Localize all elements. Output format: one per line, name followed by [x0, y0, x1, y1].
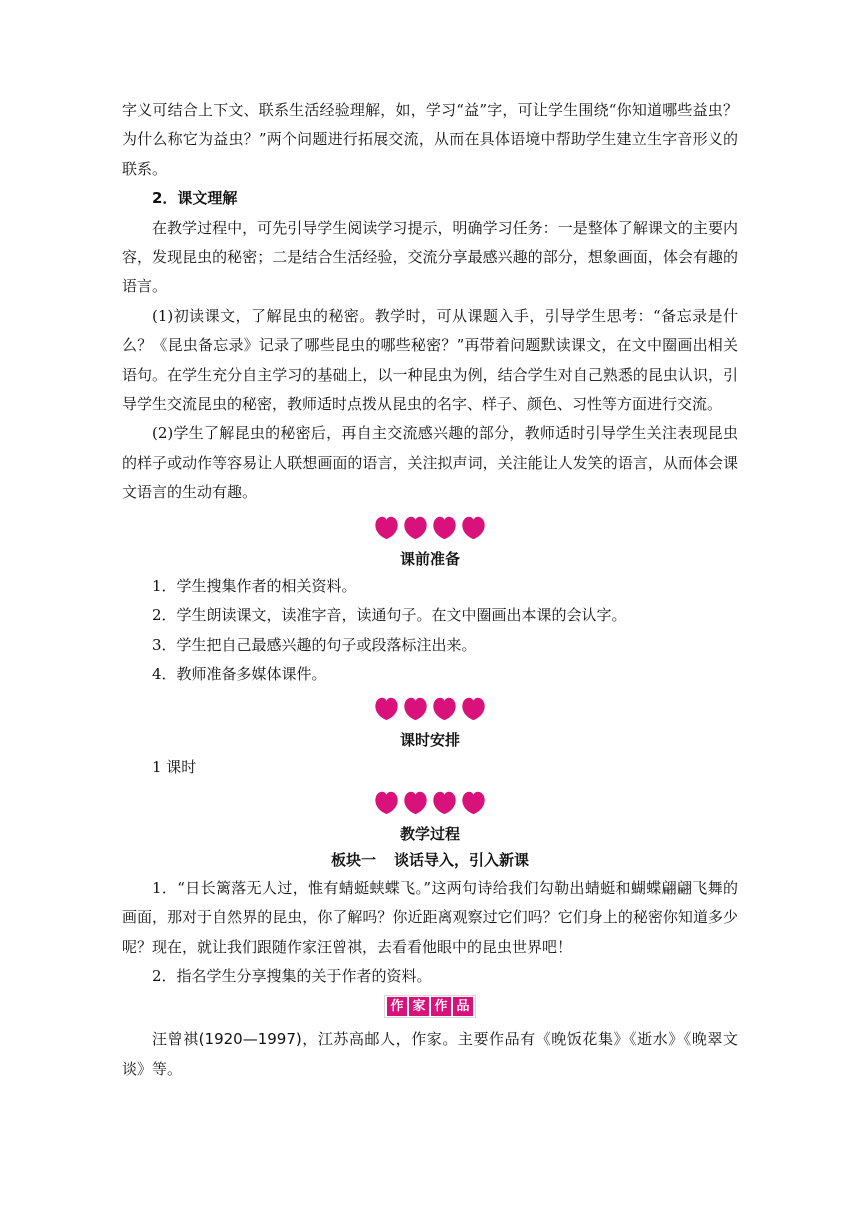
prep-item-4: 4．教师准备多媒体课件。: [152, 664, 327, 683]
section-2-title: 2．课文理解: [152, 189, 238, 208]
author-works-label: [384, 995, 476, 1018]
tag-char-1: 作: [387, 997, 407, 1016]
intro-paragraph: 字义可结合上下文、联系生活经验理解，如，学习“益”字，可让学生围绕“你知道哪些益虫？为什么称它为益虫？”两个问题进行拓展交流，从而在具体语境中帮助学生建立生字音形义的联系。: [122, 101, 738, 178]
prep-heading-block: [122, 514, 738, 572]
section-2-paragraph-2: (1)初读课文，了解昆虫的秘密。教学时，可从课题入手，引导学生思考：“备忘录是什么？《昆虫备忘录》记录了哪些昆虫的哪些秘密？”再带着问题默读课文，在文中圈画出相关语句。在学生充分自主学习的基础上，以一种昆虫为例，结合学生对自己熟悉的昆虫认识，引导学生交流昆虫的秘密，教师适时点拨从昆虫的名字、样子、颜色、习性等方面进行交流。: [122, 306, 738, 414]
process-heading: 教学过程: [399, 824, 460, 843]
prep-item-1: 1．学生搜集作者的相关资料。: [152, 576, 357, 595]
block-one-title: [122, 847, 738, 874]
prep-item-3: 3．学生把自己最感兴趣的句子或段落标注出来。: [152, 635, 477, 654]
process-heading-block: [122, 789, 738, 847]
process-item-1: 1．“日长篱落无人过，惟有蜻蜓蛱蝶飞。”这两句诗给我们勾勒出蜻蜓和蝴蝶翩翩飞舞的画面，那对于自然界的昆虫，你了解吗？你近距离观察过它们吗？它们身上的秘密你知道多少呢？现在，就让我们跟随作家汪曾祺，去看看他眼中的昆虫世界吧！: [122, 878, 738, 956]
author-works-tag: [122, 995, 738, 1019]
document-page: [122, 96, 738, 1084]
four-petals-icon: [122, 695, 738, 723]
four-petals-icon: [122, 789, 738, 817]
tag-char-4: 品: [453, 997, 473, 1016]
schedule-heading: 课时安排: [399, 731, 460, 750]
section-2-paragraph-1: 在教学过程中，可先引导学生阅读学习提示，明确学习任务：一是整体了解课文的主要内容，发现昆虫的秘密；二是结合生活经验，交流分享最感兴趣的部分，想象画面，体会有趣的语言。: [122, 218, 738, 296]
four-petals-icon: [122, 514, 738, 542]
prep-item-2: 2．学生朗读课文，读准字音，读通句子。在文中圈画出本课的会认字。: [152, 606, 627, 625]
schedule-value: 1 课时: [152, 758, 197, 777]
process-item-2: 2．指名学生分享搜集的关于作者的资料。: [152, 966, 432, 985]
tag-char-2: 家: [409, 997, 429, 1016]
author-text: 汪曾祺(1920—1997)，江苏高邮人，作家。主要作品有《晚饭花集》《逝水》《晚翠文谈》等。: [122, 1030, 738, 1078]
section-2-paragraph-3: (2)学生了解昆虫的秘密后，再自主交流感兴趣的部分，教师适时引导学生关注表现昆虫的样子或动作等容易让人联想画面的语言，关注拟声词，关注能让人发笑的语言，从而体会课文语言的生动有趣。: [122, 424, 738, 502]
prep-heading: 课前准备: [399, 549, 460, 568]
tag-char-3: 作: [431, 997, 451, 1016]
block-title: 谈话导入，引入新课: [394, 850, 530, 869]
schedule-heading-block: [122, 695, 738, 753]
block-label: 板块一: [330, 850, 376, 869]
